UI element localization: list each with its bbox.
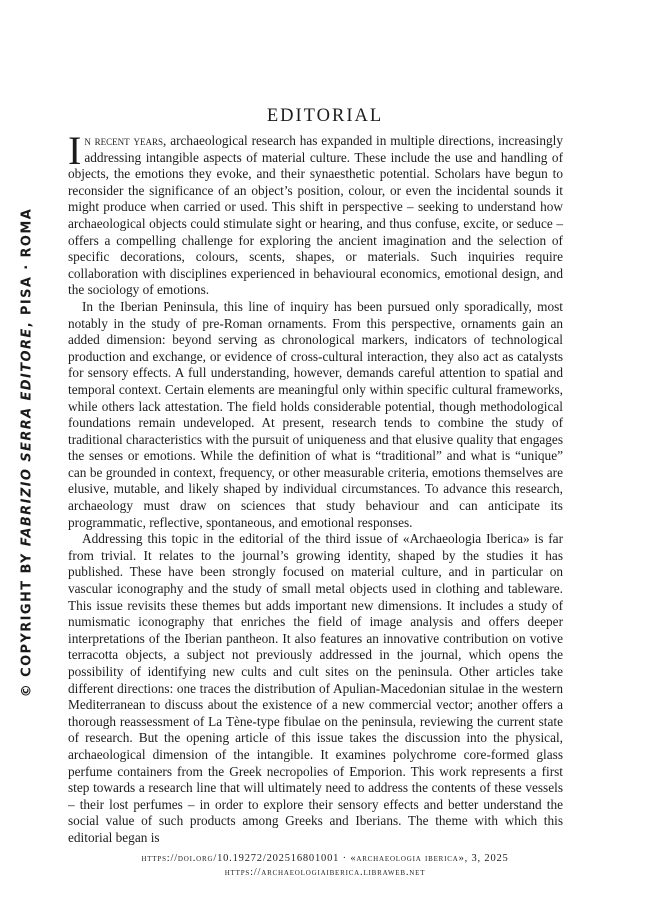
page-title: EDITORIAL [266,106,384,127]
paragraph-1-text: archaeological research has expanded in multiple directions, increasingly addressing intangible aspects of material culture. These include the use and handling of objects, the emotions they evoke, and their synaesthetic potential. Scholars have begun to reconsider the significance of an object’s position, colour, or even the incidental sounds it might produce when carried or used. This shift in perspective – seeking to understand how archaeological objects could stimulate sight or hearing, and thus confuse, excite, or seduce – offers a compelling challenge for exploring the ancient imagination and the selection of specific decorations, colours, scents, shapes, or materials. Such inquiries require collaboration with disciplines experienced in behavioural economics, emotional design, and the sociology of emotions. [68,133,563,298]
copyright-suffix: , PISA · ROMA [19,207,35,328]
copyright-prefix: © COPYRIGHT BY [19,546,35,698]
drop-cap: I [68,128,82,173]
article-body [68,128,563,847]
copyright-sidebar [20,193,35,713]
copyright-publisher: FABRIZIO SERRA EDITORE [19,327,35,547]
journal-url[interactable]: https://archaeologiaiberica.libraweb.net [224,867,426,878]
lead-in-text: n recent years, [84,133,167,148]
paragraph-1 [68,128,563,299]
doi-citation[interactable]: https://doi.org/10.19272/202516801001 · «archaeologia iberica», 3, 2025 [141,853,509,864]
paragraph-3: Addressing this topic in the editorial of the third issue of «Archaeologia Iberica» is far from trivial. It relates to the journal’s growing identity, shaped by the studies it has published. These have been strongly focused on material culture, and in particular on vascular iconography and the study of small metal objects used in clothing and tableware. This issue revisits these themes but adds important new dimensions. It includes a study of numismatic iconography that enriches the field of image analysis and offers deeper interpretations of the Iberian pantheon. It also features an innovative contribution on votive terracotta objects, a subject not previously addressed in the journal, which opens the possibility of identifying new cults and cult sites on the peninsula. Other articles take different directions: one traces the distribution of Apulian-Macedonian situlae in the western Mediterranean to discuss about the existence of a new commercial vector; another offers a thorough reassessment of La Tène-type fibulae on the peninsula, reviewing the current state of research. But the opening article of this issue takes the discussion into the physical, archaeological dimension of the intangible. It examines polychrome core-formed glass perfume containers from the Greek necropolies of Emporion. This work represents a first step towards a research line that will ultimately need to address the contents of these vessels – their lost perfumes – in order to explore their sensory effects and better understand the social value of such products among Greeks and Iberians. The theme with which this editorial began is [68,531,563,845]
paragraph-2: In the Iberian Peninsula, this line of inquiry has been pursued only sporadically, most notably in the study of pre-Roman ornaments. From this perspective, ornaments gain an added dimension: beyond serving as chronological markers, indicators of technological production and exchange, or evidence of cross-cultural interaction, they also act as catalysts for sensory effects. A full understanding, however, demands careful attention to spatial and temporal context. Certain elements are meaningful only within specific cultural frameworks, while others lack attestation. The field holds considerable potential, though methodological foundations remain undeveloped. At present, research tends to combine the study of traditional characteristics with the pursuit of uniqueness and that elusive quality that engages the senses or emotions. While the definition of what is “traditional” and what is “unique” can be grounded in context, frequency, or other measurable criteria, emotions themselves are elusive, mutable, and likely shaped by individual circumstances. To advance this research, archaeology must draw on sciences that study behaviour and can anticipate its programmatic, reflective, spontaneous, and emotional responses. [68,298,563,530]
page-footer [0,852,650,880]
